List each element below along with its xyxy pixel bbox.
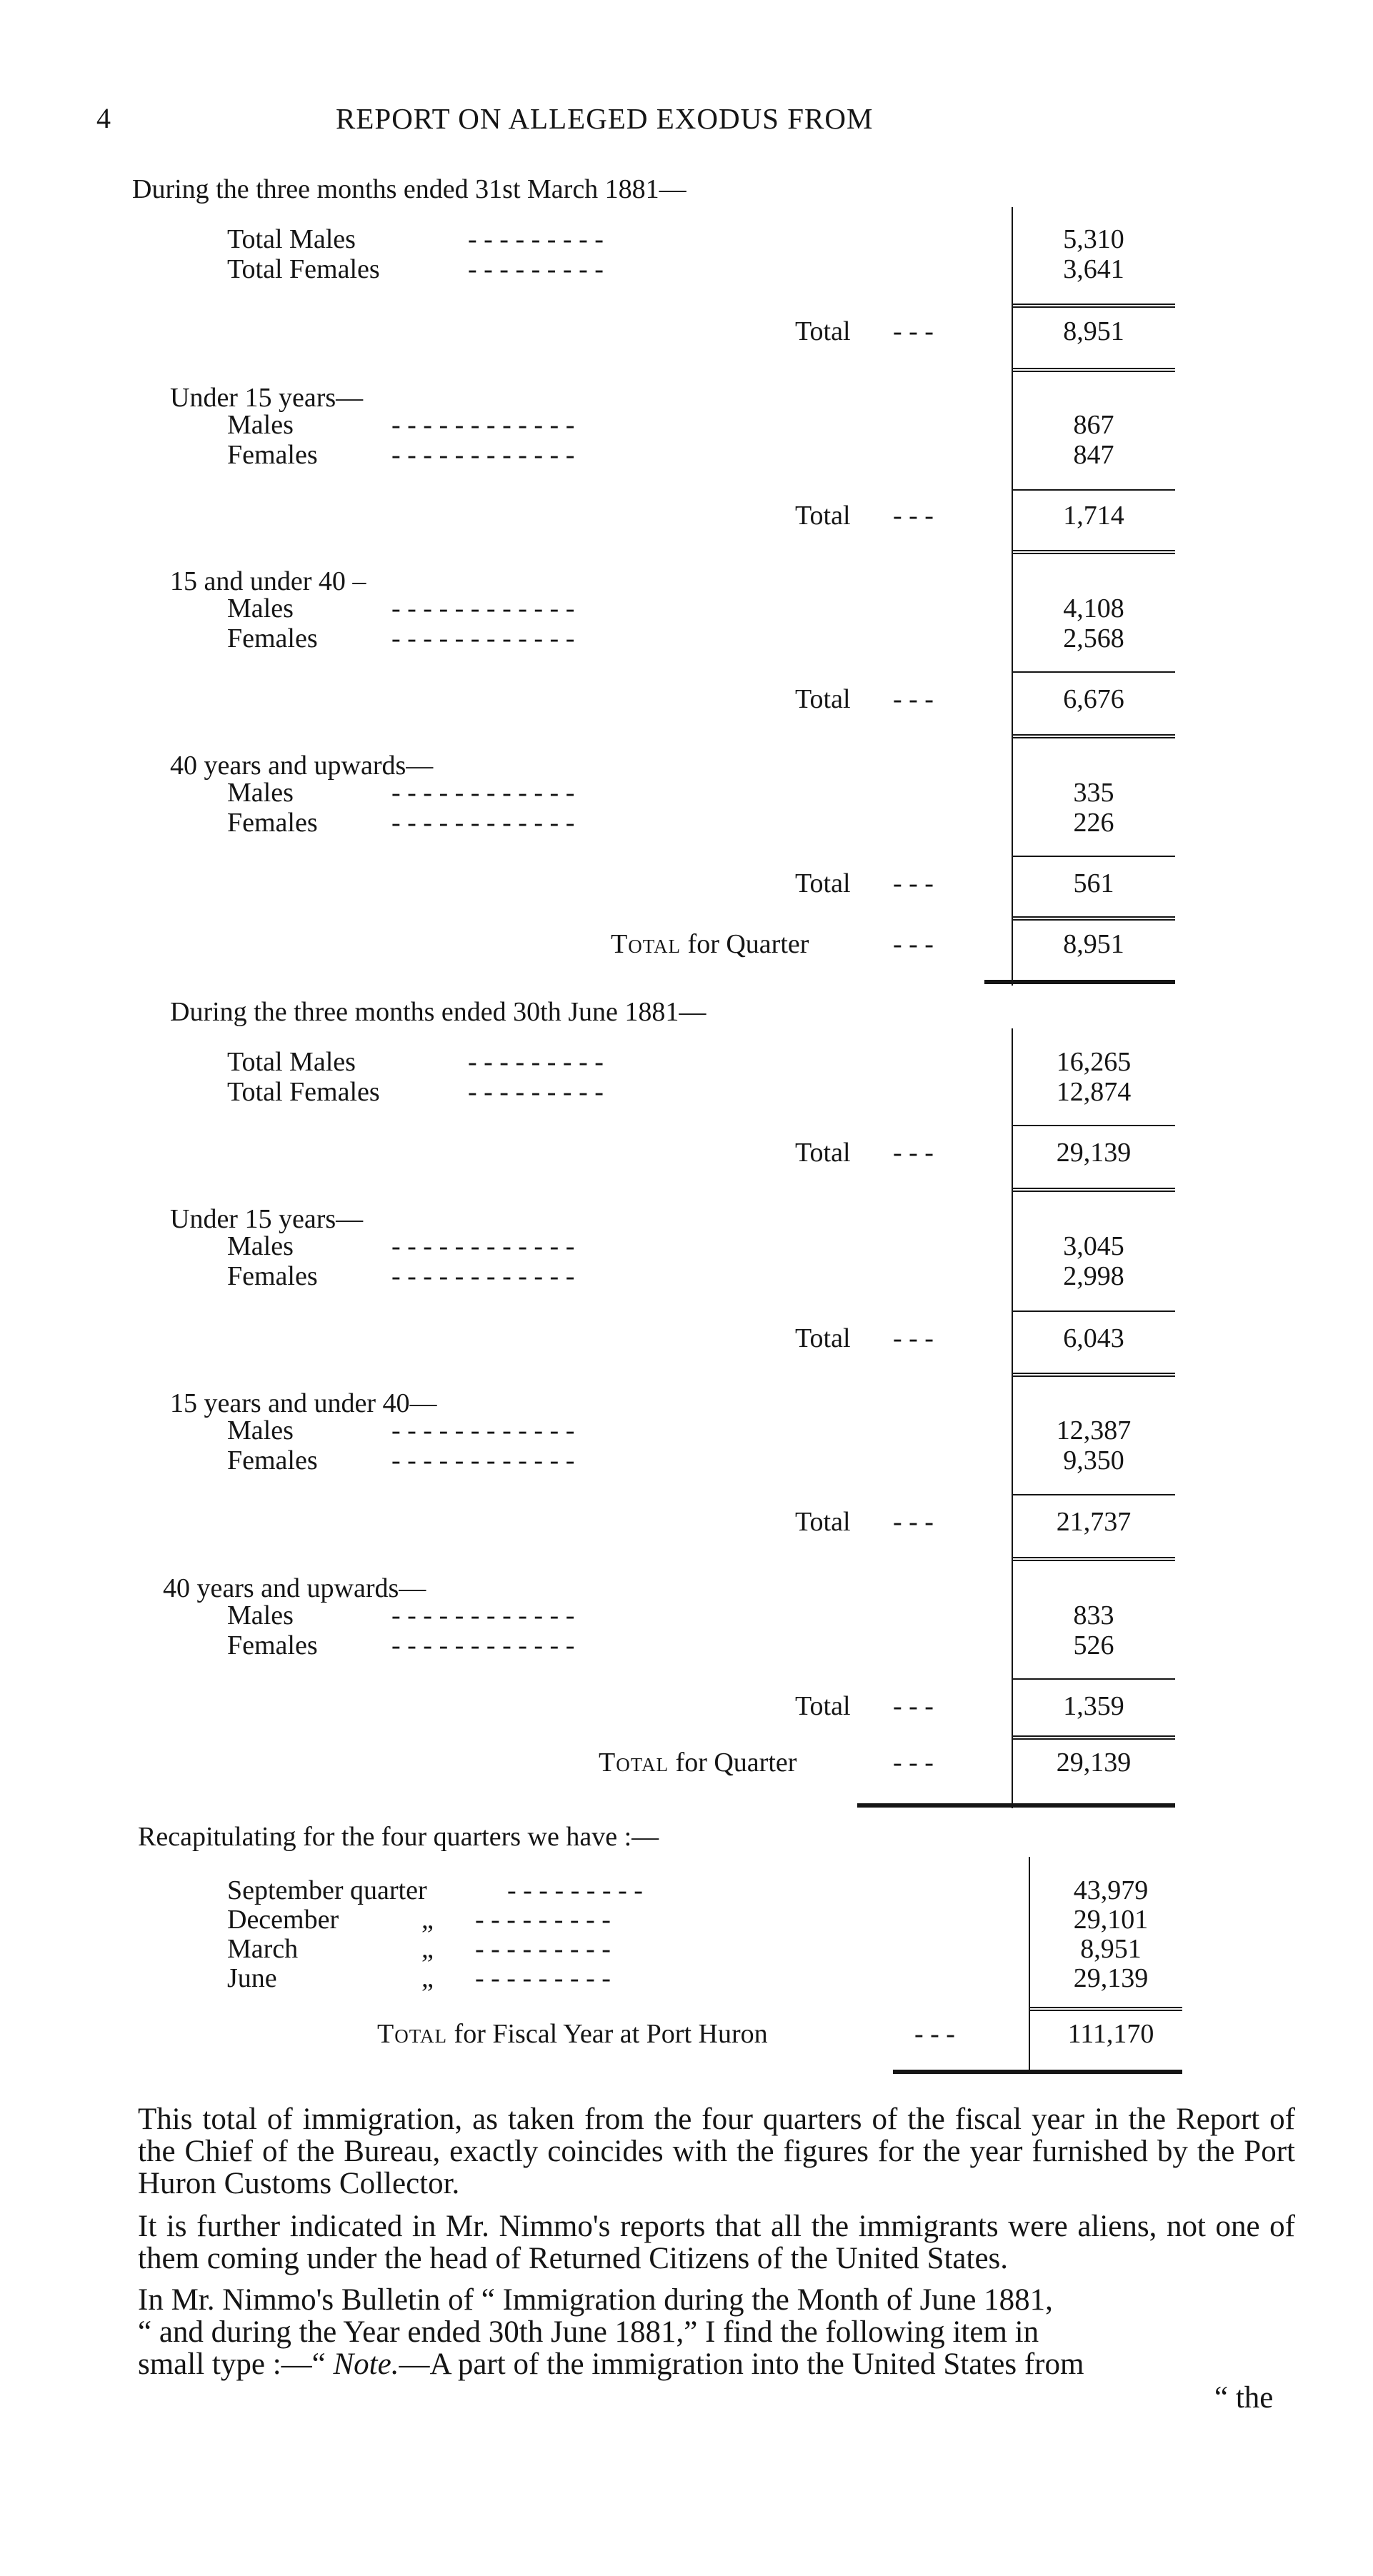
q1-total-label: Total	[795, 684, 851, 714]
column-rule	[1012, 207, 1013, 986]
q1-quarter-total-label	[611, 928, 809, 960]
paragraph	[138, 2103, 1295, 2200]
page-number: 4	[96, 102, 111, 134]
q1-u15-total-value: 1,714	[1063, 501, 1124, 531]
q1-total-males-value: 5,310	[1063, 224, 1124, 254]
recap-row-value: 8,951	[1080, 1934, 1142, 1964]
recap-row-value: 43,979	[1073, 1875, 1149, 1905]
q2-u15-females-value: 2,998	[1063, 1261, 1124, 1291]
q2-over40-label: 40 years and upwards—	[163, 1573, 426, 1603]
text-run: —A part of the immigration into the United States from	[399, 2347, 1084, 2381]
running-head: REPORT ON ALLEGED EXODUS FROM	[336, 102, 874, 135]
q2-mid-total-value: 21,737	[1056, 1507, 1132, 1537]
rule	[1012, 368, 1175, 372]
q1-total-label: Total	[795, 868, 851, 898]
total-rest: for Quarter	[687, 929, 809, 959]
q2-total-males-value: 16,265	[1056, 1047, 1132, 1077]
q1-dash-leader: - - - - - - - - - - - -	[391, 808, 575, 838]
recap-heading: Recapitulating for the four quarters we have :—	[138, 1822, 659, 1852]
q1-u15-males-label: Males	[227, 410, 294, 440]
q1-dash-leader: - - - - - - - - - - - -	[391, 440, 575, 470]
recap-row-value: 29,139	[1073, 1963, 1149, 1993]
q2-dash-short: - - -	[893, 1748, 934, 1778]
q1-dash-leader: - - - - - - - - - - - -	[391, 593, 575, 623]
recap-row-value: 29,101	[1073, 1905, 1149, 1935]
q1-over40-label: 40 years and upwards—	[170, 751, 434, 781]
rule	[1012, 1188, 1175, 1192]
q1-heading: During the three months ended 31st March 1881—	[132, 174, 686, 204]
rule	[1012, 1557, 1175, 1561]
q2-total-label: Total	[795, 1691, 851, 1721]
q2-o40-males-label: Males	[227, 1600, 294, 1630]
q1-dash-short: - - -	[893, 929, 934, 959]
q1-under15-label: Under 15 years—	[170, 383, 364, 413]
q1-total-females-value: 3,641	[1063, 254, 1124, 284]
recap-dash-leader: - - - - - - - - -	[507, 1875, 643, 1905]
q1-dash-short: - - -	[893, 501, 934, 531]
recap-row-label: June	[227, 1963, 277, 1993]
rule	[1012, 1373, 1175, 1377]
q2-u15-males-label: Males	[227, 1231, 294, 1261]
rule	[1012, 1310, 1175, 1312]
q2-u15-females-label: Females	[227, 1261, 318, 1291]
q1-total-label: Total	[795, 501, 851, 531]
recap-total-label	[377, 2018, 768, 2050]
rule	[1012, 304, 1175, 308]
q2-dash-leader: - - - - - - - - - - - -	[391, 1415, 575, 1445]
q2-dash-leader: - - - - - - - - - - - -	[391, 1261, 575, 1291]
catchword: “ the	[1214, 2381, 1274, 2415]
q1-total-value: 8,951	[1063, 316, 1124, 346]
paragraph	[138, 2210, 1295, 2275]
total-word: Total	[599, 1748, 669, 1778]
q2-total-females-value: 12,874	[1056, 1077, 1132, 1107]
q1-mid-males-value: 4,108	[1063, 593, 1124, 623]
note-word: Note.	[333, 2347, 399, 2381]
q2-mid-males-label: Males	[227, 1415, 294, 1445]
total-rest: for Fiscal Year at Port Huron	[454, 2019, 768, 2049]
q1-u15-females-label: Females	[227, 440, 318, 470]
q1-o40-males-value: 335	[1073, 778, 1114, 808]
q1-o40-total-value: 561	[1073, 868, 1114, 898]
recap-dash-leader: - - - - - - - - -	[475, 1934, 611, 1964]
q2-dash-leader: - - - - - - - - -	[468, 1047, 604, 1077]
recap-dash-leader: - - - - - - - - -	[475, 1905, 611, 1935]
total-word: Total	[377, 2019, 448, 2049]
recap-row-label: December	[227, 1905, 339, 1935]
paragraph-text: It is further indicated in Mr. Nimmo's reports that all the immigrants were aliens, not one of them coming under the head of Returned Citizens of the United States.	[138, 2210, 1295, 2275]
q1-o40-females-value: 226	[1073, 808, 1114, 838]
ditto-mark: „	[421, 1963, 434, 1993]
q2-o40-total-value: 1,359	[1063, 1691, 1124, 1721]
q2-quarter-total-label	[599, 1747, 797, 1778]
q2-dash-leader: - - - - - - - - - - - -	[391, 1600, 575, 1630]
q2-o40-females-label: Females	[227, 1630, 318, 1660]
column-rule	[1029, 1857, 1030, 2071]
recap-row-label: September quarter	[227, 1875, 427, 1905]
q2-o40-males-value: 833	[1073, 1600, 1114, 1630]
q2-dash-leader: - - - - - - - - - - - -	[391, 1231, 575, 1261]
recap-dash-short: - - -	[914, 2019, 955, 2049]
q1-quarter-total-value: 8,951	[1063, 929, 1124, 959]
q1-dash-leader: - - - - - - - - -	[468, 254, 604, 284]
rule	[1012, 916, 1175, 921]
q1-total-males-label: Total Males	[227, 224, 356, 254]
q1-dash-leader: - - - - - - - - - - - -	[391, 778, 575, 808]
q2-total-label: Total	[795, 1507, 851, 1537]
rule	[1012, 489, 1175, 491]
rule	[1029, 2007, 1182, 2011]
paragraph-line: In Mr. Nimmo's Bulletin of “ Immigration during the Month of June 1881,	[138, 2283, 1053, 2317]
q1-dash-leader: - - - - - - - - - - - -	[391, 623, 575, 653]
q1-mid-females-value: 2,568	[1063, 623, 1124, 653]
q2-dash-short: - - -	[893, 1323, 934, 1353]
q2-dash-leader: - - - - - - - - -	[468, 1077, 604, 1107]
q1-mid-total-value: 6,676	[1063, 684, 1124, 714]
rule	[1012, 550, 1175, 554]
q2-total-label: Total	[795, 1323, 851, 1353]
q1-dash-short: - - -	[893, 868, 934, 898]
paragraph-line: “ and during the Year ended 30th June 1881,” I find the following item in	[138, 2315, 1039, 2349]
q2-total-females-label: Total Females	[227, 1077, 380, 1107]
q1-o40-males-label: Males	[227, 778, 294, 808]
paragraph-text: This total of immigration, as taken from the four quarters of the fiscal year in the Report of the Chief of the Bureau, exactly coincides with the figures for the year furnished by the Port Huron Customs Collector.	[138, 2103, 1295, 2200]
rule	[1012, 734, 1175, 738]
section-rule	[857, 1803, 1175, 1808]
ditto-mark: „	[421, 1905, 434, 1935]
q2-u15-total-value: 6,043	[1063, 1323, 1124, 1353]
q2-total-label: Total	[795, 1138, 851, 1168]
q2-dash-short: - - -	[893, 1507, 934, 1537]
q1-dash-leader: - - - - - - - - -	[468, 224, 604, 254]
rule	[1012, 671, 1175, 673]
ditto-mark: „	[421, 1934, 434, 1964]
q2-mid-females-label: Females	[227, 1445, 318, 1475]
recap-row-label: March	[227, 1934, 299, 1964]
q1-dash-short: - - -	[893, 684, 934, 714]
q2-total-value: 29,139	[1056, 1138, 1132, 1168]
q2-mid-males-value: 12,387	[1056, 1415, 1132, 1445]
q2-dash-short: - - -	[893, 1138, 934, 1168]
rule	[1012, 1678, 1175, 1680]
q2-mid-females-value: 9,350	[1063, 1445, 1124, 1475]
q1-dash-leader: - - - - - - - - - - - -	[391, 410, 575, 440]
recap-dash-leader: - - - - - - - - -	[475, 1963, 611, 1993]
column-rule	[1012, 1028, 1013, 1808]
section-rule	[984, 980, 1175, 984]
section-rule	[893, 2070, 1182, 2074]
total-word: Total	[611, 929, 681, 959]
rule	[1012, 1735, 1175, 1740]
q1-u15-females-value: 847	[1073, 440, 1114, 470]
q2-mid-label: 15 years and under 40—	[170, 1388, 437, 1418]
q2-dash-leader: - - - - - - - - - - - -	[391, 1445, 575, 1475]
q2-o40-females-value: 526	[1073, 1630, 1114, 1660]
q1-mid-females-label: Females	[227, 623, 318, 653]
recap-total-value: 111,170	[1067, 2019, 1154, 2049]
q2-under15-label: Under 15 years—	[170, 1204, 364, 1234]
q2-total-males-label: Total Males	[227, 1047, 356, 1077]
rule	[1012, 856, 1175, 857]
q1-o40-females-label: Females	[227, 808, 318, 838]
q1-total-label: Total	[795, 316, 851, 346]
paragraph-line	[138, 2348, 1084, 2380]
q2-dash-short: - - -	[893, 1691, 934, 1721]
q1-mid-label: 15 and under 40 –	[170, 566, 366, 596]
q1-total-females-label: Total Females	[227, 254, 380, 284]
total-rest: for Quarter	[675, 1748, 797, 1778]
q1-u15-males-value: 867	[1073, 410, 1114, 440]
rule	[1012, 1125, 1175, 1126]
text-run: small type :—“	[138, 2347, 334, 2381]
q1-mid-males-label: Males	[227, 593, 294, 623]
q2-heading: During the three months ended 30th June 1881—	[170, 997, 707, 1027]
rule	[1012, 1494, 1175, 1495]
q2-quarter-total-value: 29,139	[1056, 1748, 1132, 1778]
q1-dash-short: - - -	[893, 316, 934, 346]
q2-u15-males-value: 3,045	[1063, 1231, 1124, 1261]
q2-dash-leader: - - - - - - - - - - - -	[391, 1630, 575, 1660]
